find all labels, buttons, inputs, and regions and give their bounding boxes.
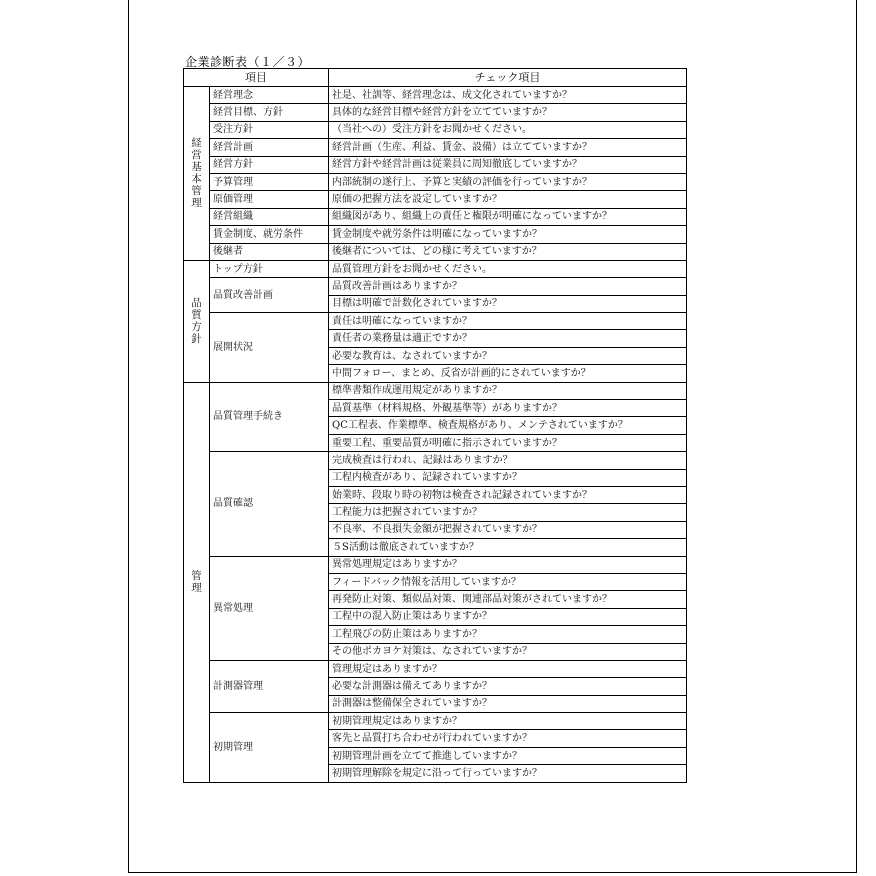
check-item: ５S活動は徹底されていますか？: [329, 539, 687, 556]
header-row: [184, 69, 687, 87]
table-row: [184, 556, 687, 573]
check-item: QC工程表、作業標準、検査規格があり、メンテされていますか？: [329, 417, 687, 434]
header-item: 項目: [184, 69, 329, 87]
group-label-text: 品質方針: [191, 297, 202, 346]
item-label: 受注方針: [210, 121, 329, 138]
check-item: 初期管理解除を規定に沿って行っていますか？: [329, 765, 687, 782]
table-row: [184, 713, 687, 730]
check-item: 経営方針や経営計画は従業員に周知徹底していますか？: [329, 156, 687, 173]
check-item: 原価の把握方法を設定していますか？: [329, 191, 687, 208]
table-row: [184, 382, 687, 399]
item-label: 品質確認: [210, 452, 329, 556]
check-item: 賃金制度や就労条件は明確になっていますか？: [329, 226, 687, 243]
check-item: 管理規定はありますか？: [329, 660, 687, 677]
item-label: 計測器管理: [210, 660, 329, 712]
check-item: 初期管理規定はありますか？: [329, 713, 687, 730]
table-row: [184, 104, 687, 121]
table-row: [184, 208, 687, 225]
check-item: 客先と品質打ち合わせが行われていますか？: [329, 730, 687, 747]
item-label: 経営目標、方針: [210, 104, 329, 121]
item-label: 展開状況: [210, 313, 329, 383]
check-item: 計測器は整備保全されていますか？: [329, 695, 687, 712]
check-item: 中間フォロー、まとめ、反省が計画的にされていますか？: [329, 365, 687, 382]
table-row: [184, 87, 687, 104]
group-label: [184, 260, 210, 382]
table-row: [184, 452, 687, 469]
table-row: [184, 313, 687, 330]
check-item: 工程中の混入防止策はありますか？: [329, 608, 687, 625]
item-label: トップ方針: [210, 260, 329, 277]
check-item: 後継者については、どの様に考えていますか？: [329, 243, 687, 260]
check-item: 必要な教育は、なされていますか？: [329, 347, 687, 364]
table-row: [184, 660, 687, 677]
table-row: [184, 191, 687, 208]
check-item: 内部統制の遂行上、予算と実績の評価を行っていますか？: [329, 173, 687, 190]
check-item: その他ポカヨケ対策は、なされていますか？: [329, 643, 687, 660]
table-row: [184, 121, 687, 138]
item-label: 後継者: [210, 243, 329, 260]
item-label: 原価管理: [210, 191, 329, 208]
check-item: 標準書類作成運用規定がありますか？: [329, 382, 687, 399]
table-row: [184, 243, 687, 260]
check-item: 組織図があり、組織上の責任と権限が明確になっていますか？: [329, 208, 687, 225]
item-label: 品質管理手続き: [210, 382, 329, 452]
table-row: [184, 173, 687, 190]
check-item: 責任は明確になっていますか？: [329, 313, 687, 330]
check-item: 始業時、段取り時の初物は検査され記録されていますか？: [329, 486, 687, 503]
table-row: [184, 139, 687, 156]
check-item: 異常処理規定はありますか？: [329, 556, 687, 573]
check-item: （当社への）受注方針をお聞かせください。: [329, 121, 687, 138]
item-label: 賃金制度、就労条件: [210, 226, 329, 243]
item-label: 経営組織: [210, 208, 329, 225]
check-item: 再発防止対策、類似品対策、関連部品対策がされていますか？: [329, 591, 687, 608]
item-label: 経営理念: [210, 87, 329, 104]
check-item: 責任者の業務量は適正ですか？: [329, 330, 687, 347]
group-label: [184, 87, 210, 261]
table-row: [184, 260, 687, 277]
item-label: 経営計画: [210, 139, 329, 156]
item-label: 予算管理: [210, 173, 329, 190]
check-item: 品質管理方針をお聞かせください。: [329, 260, 687, 277]
check-item: 工程内検査があり、記録されていますか？: [329, 469, 687, 486]
check-item: 社是、社訓等、経営理念は、成文化されていますか？: [329, 87, 687, 104]
check-item: 工程能力は把握されていますか？: [329, 504, 687, 521]
table-row: [184, 278, 687, 295]
item-label: 経営方針: [210, 156, 329, 173]
item-label: 品質改善計画: [210, 278, 329, 313]
item-label: 異常処理: [210, 556, 329, 660]
item-label: 初期管理: [210, 713, 329, 783]
check-item: 必要な計測器は備えてありますか？: [329, 678, 687, 695]
check-item: 具体的な経営目標や経営方針を立てていますか？: [329, 104, 687, 121]
diagnosis-table: [183, 68, 687, 783]
check-item: 品質改善計画はありますか？: [329, 278, 687, 295]
document-title: 企業診断表（１／３）: [185, 55, 311, 69]
check-item: 経営計画（生産、利益、賃金、設備）は立てていますか？: [329, 139, 687, 156]
group-label-text: 管理: [191, 570, 202, 595]
group-label-text: 経営基本管理: [191, 137, 202, 210]
check-item: 完成検査は行われ、記録はありますか？: [329, 452, 687, 469]
check-item: 重要工程、重要品質が明確に指示されていますか？: [329, 434, 687, 451]
check-item: 目標は明確で計数化されていますか？: [329, 295, 687, 312]
check-item: 品質基準（材料規格、外観基準等）がありますか？: [329, 400, 687, 417]
check-item: フィードバック情報を活用していますか？: [329, 573, 687, 590]
table-row: [184, 226, 687, 243]
table-row: [184, 156, 687, 173]
header-check: チェック項目: [329, 69, 687, 87]
check-item: 不良率、不良損失金額が把握されていますか？: [329, 521, 687, 538]
check-item: 工程飛びの防止策はありますか？: [329, 626, 687, 643]
check-item: 初期管理計画を立てて推進していますか？: [329, 747, 687, 764]
group-label: [184, 382, 210, 782]
